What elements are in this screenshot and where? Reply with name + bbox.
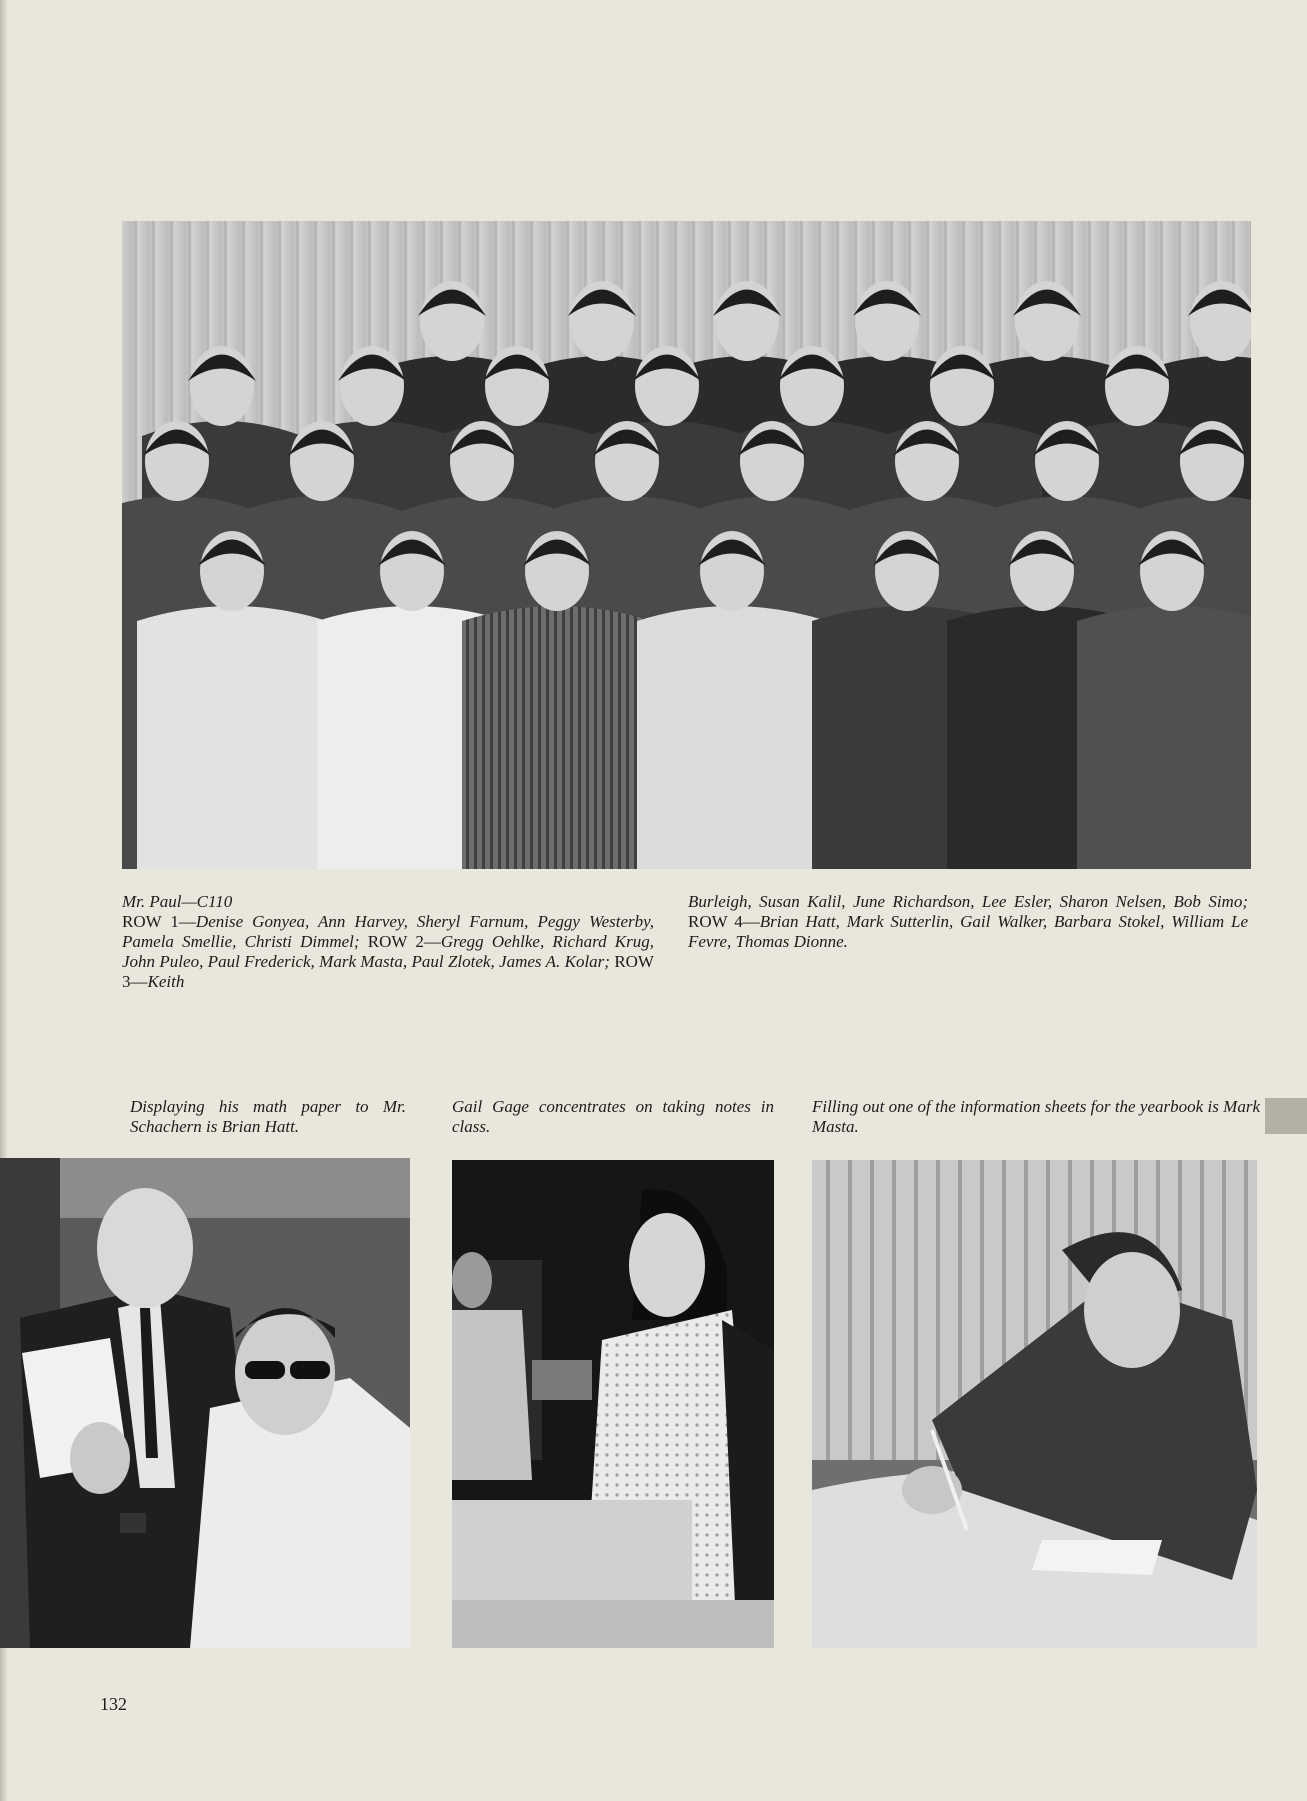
row4-label: ROW 4—	[688, 912, 760, 931]
row2-names: Gregg Oehlke, Richard Krug, John Puleo, Paul Frederick, Mark Masta, Paul Zlotek, James A. Kolar;	[122, 932, 654, 971]
row3-label: ROW 3—	[122, 952, 654, 991]
photo-caption-1: Displaying his math paper to Mr. Schachern is Brian Hatt.	[130, 1097, 406, 1136]
teacher-room: Mr. Paul—C110	[122, 892, 233, 911]
group-photo	[122, 221, 1251, 869]
row1-label: ROW 1—	[122, 912, 196, 931]
group-caption-left	[122, 892, 654, 992]
photo-taking-notes	[452, 1160, 774, 1648]
student-figure	[1077, 606, 1251, 869]
photo-math-paper	[0, 1158, 410, 1648]
row3-names-end: Burleigh, Susan Kalil, June Richardson, Lee Esler, Sharon Nelsen, Bob Simo;	[688, 892, 1248, 911]
page-number: 132	[100, 1694, 127, 1714]
page-tab	[1265, 1098, 1307, 1134]
photo-caption-2: Gail Gage concentrates on taking notes in class.	[452, 1097, 774, 1136]
student-figure	[462, 606, 652, 869]
row2-label: ROW 2—	[359, 932, 441, 951]
student-figure	[137, 606, 327, 869]
row1-names: Denise Gonyea, Ann Harvey, Sheryl Farnum, Peggy Westerby, Pamela Smellie, Christi Dimmel;	[122, 912, 654, 951]
row4-names: Brian Hatt, Mark Sutterlin, Gail Walker, Barbara Stokel, William Le Fevre, Thomas Dionne.	[688, 912, 1248, 951]
group-caption-right	[688, 892, 1248, 952]
photo-writing	[812, 1160, 1257, 1648]
photo-caption-3: Filling out one of the information sheets for the yearbook is Mark Masta.	[812, 1097, 1260, 1136]
student-figure	[637, 606, 827, 869]
row3-names-start: Keith	[147, 972, 185, 991]
